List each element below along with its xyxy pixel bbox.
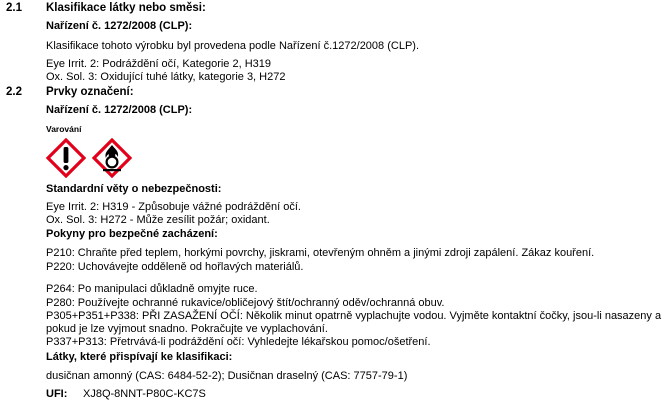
- section-number-2-2: 2.2: [6, 86, 22, 98]
- classification-text: Klasifikace tohoto výrobku byl provedena podle Nařízení č.1272/2008 (CLP).: [46, 40, 419, 52]
- precaution-statement: P210: Chraňte před teplem, horkými povrchy, jiskrami, otevřeným ohněm a jinými zdroji zapálení. Zákaz kouření.: [46, 247, 595, 259]
- classification-line: Eye Irrit. 2: Podráždění očí, Kategorie 2, H319: [46, 58, 272, 70]
- flame-over-circle-pictogram-icon: [92, 138, 132, 178]
- ufi-label: UFI:: [46, 388, 68, 400]
- precaution-statement: pokud je lze vyjmout snadno. Pokračujte ve vyplachování.: [46, 323, 328, 335]
- precaution-statement: P264: Po manipulaci důkladně omyjte ruce.: [46, 283, 258, 295]
- precaution-statement: P220: Uchovávejte odděleně od hořlavých materiálů.: [46, 261, 304, 273]
- regulation-heading-2-2: Nařízení č. 1272/2008 (CLP):: [46, 104, 193, 116]
- contributing-substances-heading: Látky, které přispívají ke klasifikaci:: [46, 351, 233, 363]
- ufi-value: XJ8Q-8NNT-P80C-KC7S: [83, 388, 206, 400]
- precaution-statement: P337+P313: Přetrvává-li podráždění očí: Vyhledejte lékařskou pomoc/ošetření.: [46, 336, 431, 348]
- signal-word: Varování: [46, 124, 82, 134]
- section-title-2-1: Klasifikace látky nebo směsi:: [46, 2, 206, 14]
- section-title-2-2: Prvky označení:: [46, 86, 134, 98]
- hazard-statements-heading: Standardní věty o nebezpečnosti:: [46, 183, 222, 195]
- exclamation-mark-pictogram-icon: [46, 138, 86, 178]
- hazard-statement: Eye Irrit. 2: H319 - Způsobuje vážné podráždění očí.: [46, 201, 301, 213]
- precautions-heading: Pokyny pro bezpečné zacházení:: [46, 228, 218, 240]
- precaution-statement: P305+P351+P338: PŘI ZASAŽENÍ OČÍ: Několik minut opatrně vyplachujte vodou. Vyjměte kontaktní čočky, jsou-li nasazeny a: [46, 310, 662, 322]
- precaution-statement: P280: Používejte ochranné rukavice/obličejový štít/ochranný oděv/ochranná obuv.: [46, 297, 445, 309]
- contributing-substances: dusičnan amonný (CAS: 6484-52-2); Dusičnan draselný (CAS: 7757-79-1): [46, 370, 408, 382]
- classification-line: Ox. Sol. 3: Oxidující tuhé látky, kategorie 3, H272: [46, 71, 286, 83]
- hazard-statement: Ox. Sol. 3: H272 - Může zesílit požár; oxidant.: [46, 214, 270, 226]
- section-number-2-1: 2.1: [6, 2, 22, 14]
- regulation-heading-2-1: Nařízení č. 1272/2008 (CLP):: [46, 20, 193, 32]
